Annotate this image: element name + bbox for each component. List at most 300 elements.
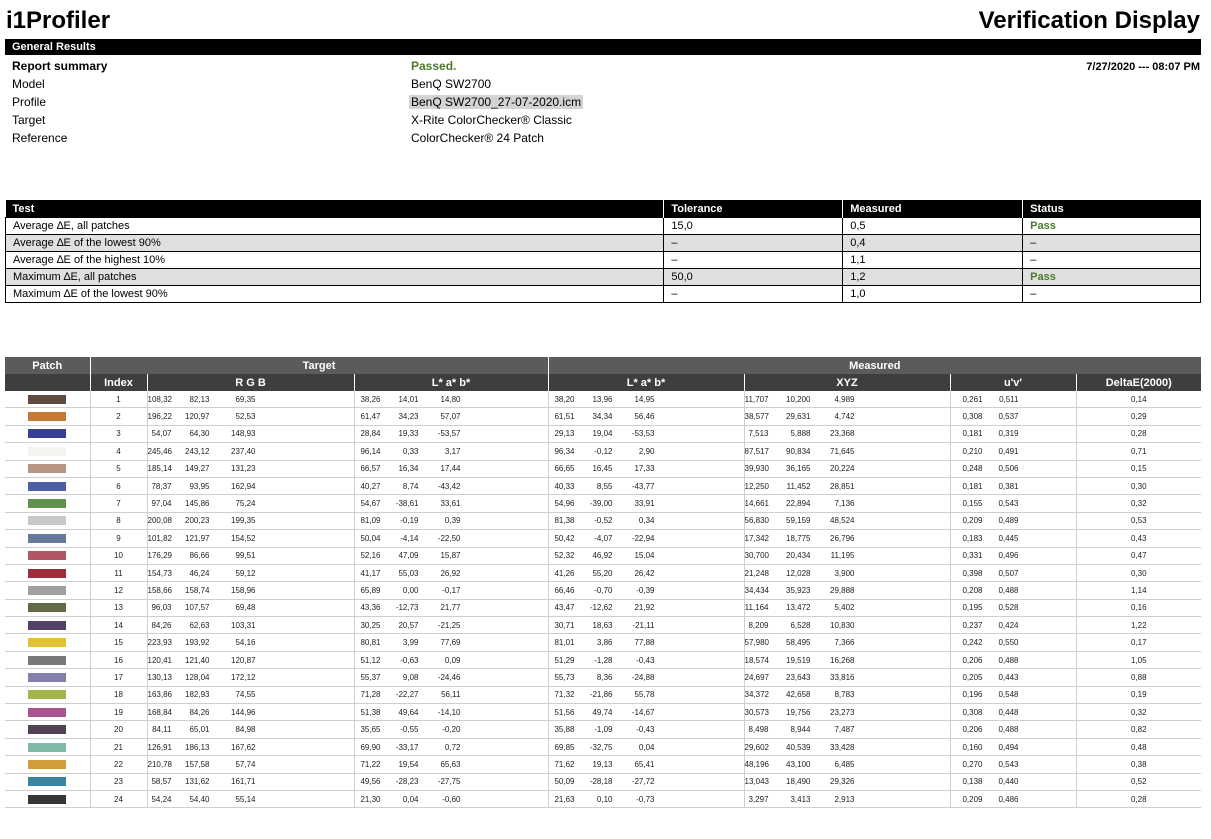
color-swatch xyxy=(27,724,67,735)
xyz-value-component: 19,519 xyxy=(786,655,811,665)
table-row xyxy=(6,252,1201,269)
status-value: Pass xyxy=(1023,269,1201,286)
measured-lab-value-component: 21,92 xyxy=(634,603,655,613)
target-lab-value-component: 77,69 xyxy=(440,638,461,648)
uv-value xyxy=(950,599,1076,616)
measured-lab-value xyxy=(548,425,744,442)
target-lab-value xyxy=(354,721,548,738)
xyz-value-component: 23,273 xyxy=(830,707,855,717)
target-lab-value-component: -43,42 xyxy=(437,481,461,491)
rgb-value-component: 176,29 xyxy=(147,551,172,561)
xyz-value xyxy=(744,547,950,564)
deltae-value: 0,32 xyxy=(1076,704,1201,721)
target-lab-value-component: 55,03 xyxy=(398,568,419,578)
measured-lab-value xyxy=(548,738,744,755)
target-lab-value xyxy=(354,582,548,599)
rgb-value-component: 69,35 xyxy=(235,394,256,404)
color-swatch xyxy=(27,463,67,474)
rgb-value-component: 107,57 xyxy=(185,603,210,613)
xyz-value-component: 12,250 xyxy=(744,481,769,491)
table-row xyxy=(5,651,1201,668)
measured-lab-value-component: 8,55 xyxy=(596,481,613,491)
xyz-value-component: 90,834 xyxy=(786,446,811,456)
uv-value-component: 0,206 xyxy=(962,725,983,735)
table-row xyxy=(5,790,1201,807)
measured-lab-value xyxy=(548,790,744,807)
target-lab-value-component: -12,73 xyxy=(395,603,419,613)
rgb-value-component: 126,91 xyxy=(147,742,172,752)
deltae-value: 0,43 xyxy=(1076,530,1201,547)
target-lab-value xyxy=(354,634,548,651)
uv-value-component: 0,237 xyxy=(962,620,983,630)
rgb-value-component: 172,12 xyxy=(231,672,256,682)
measured-lab-value-component: -12,62 xyxy=(589,603,613,613)
measured-lab-value xyxy=(548,530,744,547)
status-value: – xyxy=(1023,252,1201,269)
xyz-value-component: 3,297 xyxy=(748,794,769,804)
measured-lab-value-component: -24,88 xyxy=(631,672,655,682)
uv-value-component: 0,209 xyxy=(962,516,983,526)
xyz-value-component: 18,490 xyxy=(786,777,811,787)
uv-value xyxy=(950,425,1076,442)
measured-lab-value-component: -14,67 xyxy=(631,707,655,717)
measured-lab-value-component: 71,62 xyxy=(554,759,575,769)
target-lab-value-component: 61,47 xyxy=(360,412,381,422)
target-lab-value-component: -0,19 xyxy=(400,516,419,526)
uv-value-component: 0,183 xyxy=(962,533,983,543)
target-lab-value-component: 0,33 xyxy=(402,446,419,456)
xyz-value xyxy=(744,651,950,668)
rgb-value xyxy=(147,721,354,738)
measured-lab-value-component: 14,95 xyxy=(634,394,655,404)
patch-index: 10 xyxy=(90,547,147,564)
xyz-value xyxy=(744,530,950,547)
xyz-value-component: 7,487 xyxy=(834,725,855,735)
swatch-cell xyxy=(5,773,90,790)
uv-value-component: 0,528 xyxy=(998,603,1019,613)
table-row xyxy=(6,235,1201,252)
rgb-value-component: 108,32 xyxy=(147,394,172,404)
table-row xyxy=(5,443,1201,460)
uv-value xyxy=(950,512,1076,529)
target-lab-value-component: -0,20 xyxy=(442,725,461,735)
measured-lab-value xyxy=(548,547,744,564)
xyz-value-component: 19,756 xyxy=(786,707,811,717)
rgb-value-component: 97,04 xyxy=(151,499,172,509)
table-row xyxy=(5,391,1201,408)
measured-lab-value-component: 19,04 xyxy=(592,429,613,439)
target-lab-value-component: 14,01 xyxy=(398,394,419,404)
rgb-value-component: 186,13 xyxy=(185,742,210,752)
table-row xyxy=(6,269,1201,286)
rgb-value xyxy=(147,651,354,668)
rgb-value-component: 121,40 xyxy=(185,655,210,665)
patch-index: 19 xyxy=(90,704,147,721)
deltae-value: 0,17 xyxy=(1076,634,1201,651)
swatch-cell xyxy=(5,443,90,460)
uv-value xyxy=(950,391,1076,408)
rgb-value-component: 84,11 xyxy=(152,725,172,735)
target-lab-value-component: 49,64 xyxy=(398,707,419,717)
xyz-value xyxy=(744,599,950,616)
test-name: Maximum ∆E, all patches xyxy=(6,269,664,286)
rgb-value-component: 96,03 xyxy=(151,603,172,613)
rgb-value-component: 199,35 xyxy=(231,516,256,526)
rgb-value-component: 120,41 xyxy=(147,655,172,665)
measured-lab-value-component: -4,07 xyxy=(594,533,613,543)
rgb-value-component: 193,92 xyxy=(185,638,210,648)
rgb-value xyxy=(147,495,354,512)
swatch-cell xyxy=(5,582,90,599)
table-row xyxy=(5,721,1201,738)
table-row xyxy=(5,495,1201,512)
xyz-value-component: 6,485 xyxy=(834,759,855,769)
rgb-value-component: 130,13 xyxy=(147,672,172,682)
xyz-value-component: 10,200 xyxy=(786,394,811,404)
uv-value xyxy=(950,738,1076,755)
uv-value-component: 0,138 xyxy=(962,777,983,787)
measured-lab-value-component: 55,73 xyxy=(554,672,575,682)
swatch-cell xyxy=(5,547,90,564)
uv-value-component: 0,496 xyxy=(998,551,1019,561)
xyz-value-component: 8,498 xyxy=(748,725,769,735)
uv-value xyxy=(950,634,1076,651)
target-lab-value-component: 35,65 xyxy=(360,725,381,735)
uv-value-component: 0,445 xyxy=(998,533,1019,543)
group-header-row xyxy=(5,357,1201,374)
measured-lab-value-component: -22,94 xyxy=(631,533,655,543)
col-header-deltae: DeltaE(2000) xyxy=(1076,374,1201,391)
target-lab-value-component: 40,27 xyxy=(360,481,381,491)
table-row xyxy=(5,773,1201,790)
color-swatch xyxy=(27,498,67,509)
color-swatch xyxy=(27,515,67,526)
measured-lab-value xyxy=(548,408,744,425)
xyz-value xyxy=(744,738,950,755)
target-lab-value-component: -21,25 xyxy=(437,620,461,630)
target-lab-value-component: 9,08 xyxy=(402,672,419,682)
target-lab-value-component: 0,00 xyxy=(402,585,419,595)
patch-index: 14 xyxy=(90,617,147,634)
uv-value xyxy=(950,564,1076,581)
summary-row-model xyxy=(12,75,1200,93)
xyz-value-component: 48,196 xyxy=(744,759,769,769)
rgb-value-component: 64,30 xyxy=(189,429,210,439)
rgb-value xyxy=(147,634,354,651)
target-lab-value-component: -53,57 xyxy=(437,429,461,439)
xyz-value-component: 42,658 xyxy=(786,690,811,700)
xyz-value-component: 39,930 xyxy=(744,464,769,474)
uv-value-component: 0,308 xyxy=(962,412,983,422)
uv-value-component: 0,242 xyxy=(962,638,983,648)
xyz-value-component: 87,517 xyxy=(744,446,769,456)
swatch-cell xyxy=(5,564,90,581)
measured-lab-value-component: -27,72 xyxy=(631,777,655,787)
uv-value-component: 0,248 xyxy=(962,464,983,474)
summary-label: Profile xyxy=(12,95,47,109)
xyz-value-component: 35,923 xyxy=(786,585,811,595)
uv-value-component: 0,319 xyxy=(998,429,1019,439)
measured-lab-value-component: 3,86 xyxy=(596,638,613,648)
xyz-value-component: 30,573 xyxy=(744,707,769,717)
rgb-value-component: 131,62 xyxy=(185,777,210,787)
color-swatch xyxy=(27,550,67,561)
xyz-value-component: 57,980 xyxy=(744,638,769,648)
rgb-value-component: 237,40 xyxy=(231,446,256,456)
uv-value-component: 0,155 xyxy=(962,499,983,509)
target-lab-value xyxy=(354,477,548,494)
rgb-value-component: 145,86 xyxy=(185,499,210,509)
measured-lab-value-component: 2,90 xyxy=(638,446,655,456)
xyz-value-component: 29,888 xyxy=(830,585,855,595)
deltae-value: 0,32 xyxy=(1076,495,1201,512)
target-lab-value-component: -0,63 xyxy=(400,655,419,665)
rgb-value-component: 158,74 xyxy=(185,585,210,595)
color-swatch xyxy=(27,394,67,405)
table-row xyxy=(5,634,1201,651)
xyz-value-component: 13,472 xyxy=(786,603,811,613)
table-row xyxy=(5,686,1201,703)
target-lab-value-component: 0,09 xyxy=(444,655,461,665)
deltae-value: 1,05 xyxy=(1076,651,1201,668)
rgb-value-component: 62,63 xyxy=(189,620,210,630)
measured-lab-value-component: 15,04 xyxy=(634,551,655,561)
rgb-value-component: 163,86 xyxy=(147,690,172,700)
xyz-value-component: 5,402 xyxy=(834,603,855,613)
uv-value-component: 0,440 xyxy=(998,777,1019,787)
xyz-value xyxy=(744,634,950,651)
deltae-value: 1,22 xyxy=(1076,617,1201,634)
summary-label: Reference xyxy=(12,131,68,145)
rgb-value-component: 157,58 xyxy=(185,759,210,769)
target-lab-value xyxy=(354,564,548,581)
target-lab-value-component: 16,34 xyxy=(398,464,419,474)
general-results-bar: General Results xyxy=(5,39,1201,55)
status-value: Pass xyxy=(1023,218,1201,235)
measured-lab-value xyxy=(548,721,744,738)
target-lab-value-component: 14,80 xyxy=(440,394,461,404)
deltae-value: 0,28 xyxy=(1076,425,1201,442)
measured-lab-value xyxy=(548,756,744,773)
rgb-value-component: 154,52 xyxy=(231,533,256,543)
measured-lab-value-component: 30,71 xyxy=(554,620,575,630)
measured-value: 1,0 xyxy=(843,286,1023,303)
uv-value-component: 0,548 xyxy=(998,690,1019,700)
swatch-cell xyxy=(5,738,90,755)
table-row xyxy=(5,530,1201,547)
deltae-value: 0,53 xyxy=(1076,512,1201,529)
swatch-cell xyxy=(5,425,90,442)
target-lab-value-component: 43,36 xyxy=(360,603,381,613)
rgb-value-component: 84,26 xyxy=(151,620,172,630)
profile-filename[interactable]: BenQ SW2700_27-07-2020.icm xyxy=(411,95,582,109)
tolerance-value: – xyxy=(664,252,843,269)
measured-lab-value-component: 81,38 xyxy=(554,516,575,526)
measured-lab-value-component: 35,88 xyxy=(554,725,575,735)
measured-lab-value-component: 96,34 xyxy=(554,446,575,456)
measured-lab-value-component: 0,34 xyxy=(638,516,655,526)
swatch-cell xyxy=(5,756,90,773)
rgb-value-component: 78,37 xyxy=(151,481,172,491)
xyz-value xyxy=(744,721,950,738)
measured-value: 0,4 xyxy=(843,235,1023,252)
uv-value-component: 0,488 xyxy=(998,585,1019,595)
xyz-value xyxy=(744,756,950,773)
summary-value: BenQ SW2700 xyxy=(411,77,492,91)
target-lab-value-component: 54,67 xyxy=(360,499,381,509)
swatch-cell xyxy=(5,686,90,703)
xyz-value-component: 18,775 xyxy=(786,533,811,543)
color-swatch xyxy=(27,446,67,457)
table-row xyxy=(5,738,1201,755)
patch-index: 4 xyxy=(90,443,147,460)
rgb-value-component: 99,51 xyxy=(235,551,256,561)
rgb-value-component: 54,16 xyxy=(235,638,256,648)
patch-index: 21 xyxy=(90,738,147,755)
measured-lab-value xyxy=(548,634,744,651)
rgb-value-component: 200,23 xyxy=(185,516,210,526)
xyz-value-component: 48,524 xyxy=(830,516,855,526)
rgb-value-component: 54,24 xyxy=(151,794,172,804)
measured-lab-value-component: 66,65 xyxy=(554,464,575,474)
summary-row-report xyxy=(12,57,1200,75)
rgb-value xyxy=(147,790,354,807)
xyz-value-component: 28,851 xyxy=(830,481,855,491)
color-swatch xyxy=(27,742,67,753)
measured-lab-value xyxy=(548,460,744,477)
rgb-value xyxy=(147,686,354,703)
measured-lab-value-component: -0,52 xyxy=(594,516,613,526)
summary-row-reference xyxy=(12,129,1200,147)
xyz-value-component: 26,796 xyxy=(830,533,855,543)
swatch-cell xyxy=(5,669,90,686)
tolerance-value: 15,0 xyxy=(664,218,843,235)
deltae-value: 0,28 xyxy=(1076,790,1201,807)
swatch-cell xyxy=(5,530,90,547)
measured-lab-value xyxy=(548,617,744,634)
rgb-value-component: 74,55 xyxy=(235,690,256,700)
xyz-value xyxy=(744,425,950,442)
measured-lab-value-component: 21,63 xyxy=(554,794,575,804)
measured-lab-value-component: 0,10 xyxy=(596,794,613,804)
target-lab-value-component: 65,63 xyxy=(440,759,461,769)
deltae-value: 0,15 xyxy=(1076,460,1201,477)
target-lab-value xyxy=(354,599,548,616)
swatch-cell xyxy=(5,477,90,494)
measured-lab-value-component: 18,63 xyxy=(592,620,613,630)
rgb-value-component: 210,78 xyxy=(147,759,172,769)
rgb-value-component: 185,14 xyxy=(147,464,172,474)
patch-index: 11 xyxy=(90,564,147,581)
target-lab-value-component: 71,28 xyxy=(360,690,381,700)
xyz-value-component: 29,631 xyxy=(786,412,811,422)
measured-lab-value-component: 51,56 xyxy=(554,707,575,717)
col-header-tolerance: Tolerance xyxy=(664,200,843,218)
measured-lab-value-component: -32,75 xyxy=(589,742,613,752)
deltae-value: 0,30 xyxy=(1076,564,1201,581)
uv-value xyxy=(950,721,1076,738)
xyz-value-component: 7,366 xyxy=(834,638,855,648)
table-row xyxy=(5,425,1201,442)
uv-value xyxy=(950,460,1076,477)
color-swatch xyxy=(27,689,67,700)
measured-lab-value xyxy=(548,704,744,721)
col-header-measured-lab: L* a* b* xyxy=(548,374,744,391)
rgb-value-component: 149,27 xyxy=(185,464,210,474)
target-lab-value-component: -38,61 xyxy=(395,499,419,509)
uv-value-component: 0,488 xyxy=(998,725,1019,735)
deltae-value: 0,47 xyxy=(1076,547,1201,564)
xyz-value-component: 7,513 xyxy=(748,429,769,439)
xyz-value xyxy=(744,495,950,512)
summary-row-profile xyxy=(12,93,1200,111)
xyz-value-component: 3,900 xyxy=(834,568,855,578)
measured-lab-value xyxy=(548,669,744,686)
target-lab-value-component: 21,77 xyxy=(440,603,461,613)
measured-lab-value-component: 71,32 xyxy=(554,690,575,700)
table-row xyxy=(5,756,1201,773)
uv-value-component: 0,206 xyxy=(962,655,983,665)
rgb-value xyxy=(147,738,354,755)
rgb-value xyxy=(147,530,354,547)
deltae-value: 0,82 xyxy=(1076,721,1201,738)
patch-index: 20 xyxy=(90,721,147,738)
target-lab-value-component: 8,74 xyxy=(402,481,419,491)
xyz-value xyxy=(744,617,950,634)
target-lab-value-component: -14,10 xyxy=(437,707,461,717)
xyz-value-component: 38,577 xyxy=(744,412,769,422)
target-lab-value-component: 52,16 xyxy=(360,551,381,561)
target-lab-value-component: 57,07 xyxy=(440,412,461,422)
target-lab-value-component: 30,25 xyxy=(360,620,381,630)
rgb-value-component: 161,71 xyxy=(231,777,256,787)
measured-lab-value-component: 46,92 xyxy=(592,551,613,561)
target-lab-value-component: 20,57 xyxy=(398,620,419,630)
tolerance-value: – xyxy=(664,286,843,303)
rgb-value xyxy=(147,547,354,564)
rgb-value-component: 55,14 xyxy=(235,794,256,804)
patch-index: 3 xyxy=(90,425,147,442)
measured-lab-value xyxy=(548,512,744,529)
rgb-value-component: 120,87 xyxy=(231,655,256,665)
target-lab-value xyxy=(354,790,548,807)
patch-index: 2 xyxy=(90,408,147,425)
xyz-value-component: 23,643 xyxy=(786,672,811,682)
rgb-value xyxy=(147,773,354,790)
target-lab-value-component: 0,39 xyxy=(444,516,461,526)
patch-index: 5 xyxy=(90,460,147,477)
rgb-value-component: 93,95 xyxy=(189,481,210,491)
deltae-value: 0,71 xyxy=(1076,443,1201,460)
measured-lab-value-component: 43,47 xyxy=(554,603,575,613)
measured-lab-value xyxy=(548,773,744,790)
uv-value-component: 0,181 xyxy=(962,429,983,439)
rgb-value xyxy=(147,512,354,529)
rgb-value-component: 131,23 xyxy=(231,464,256,474)
rgb-value xyxy=(147,425,354,442)
xyz-value-component: 59,159 xyxy=(786,516,811,526)
xyz-value-component: 56,830 xyxy=(744,516,769,526)
summary-label: Model xyxy=(12,77,45,91)
patch-index: 13 xyxy=(90,599,147,616)
xyz-value xyxy=(744,686,950,703)
target-lab-value-component: 19,33 xyxy=(398,429,419,439)
uv-value-component: 0,160 xyxy=(962,742,983,752)
xyz-value-component: 7,136 xyxy=(834,499,855,509)
target-lab-value-component: 56,11 xyxy=(441,690,461,700)
xyz-value-component: 36,165 xyxy=(786,464,811,474)
patch-index: 15 xyxy=(90,634,147,651)
